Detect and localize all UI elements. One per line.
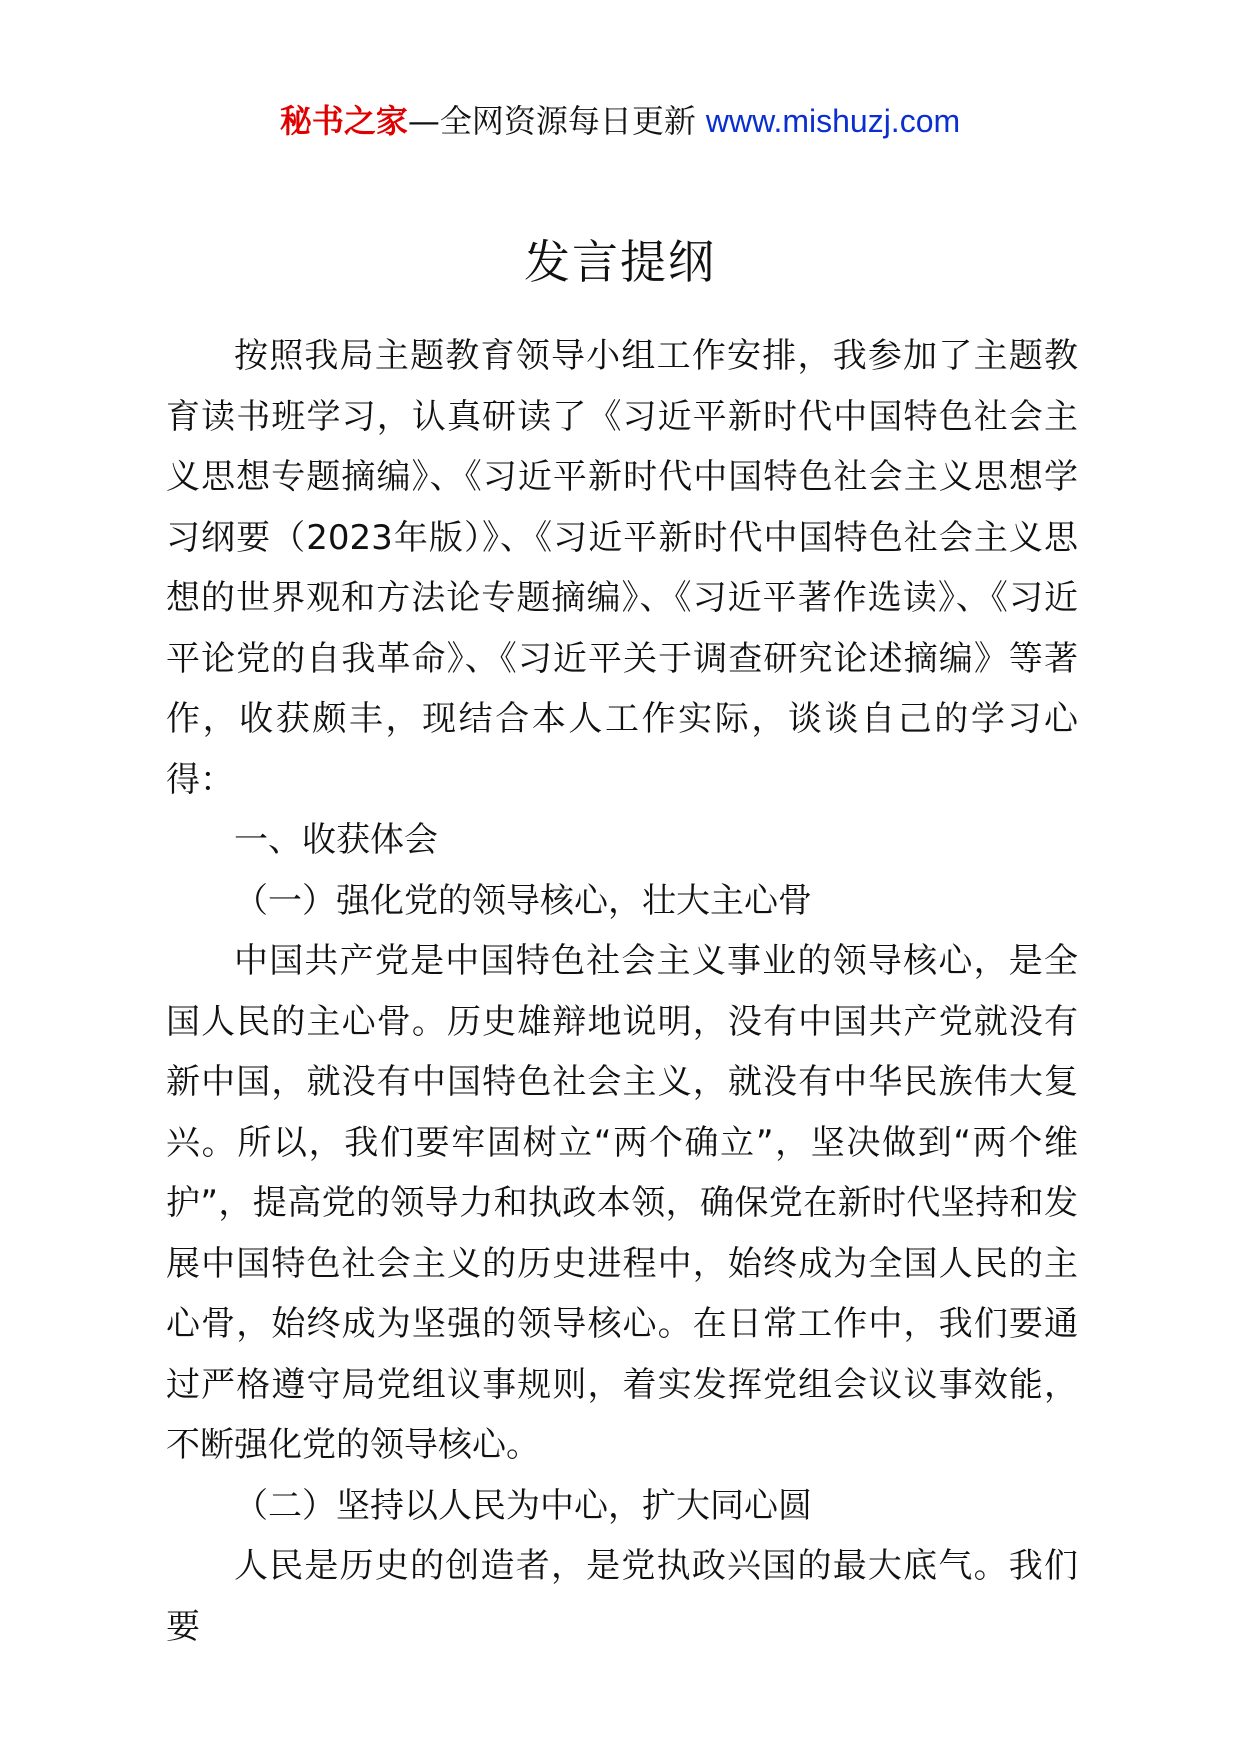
body-paragraph-1: 中国共产党是中国特色社会主义事业的领导核心，是全国人民的主心骨。历史雄辩地说明，没有中国共产党就没有新中国，就没有中国特色社会主义，就没有中华民族伟大复兴。所以，我们要牢固树立“两个确立”，坚决做到“两个维护”，提高党的领导力和执政本领，确保党在新时代坚持和发展中国特色社会主义的历史进程中，始终成为全国人民的主心骨，始终成为坚强的领导核心。在日常工作中，我们要通过严格遵守局党组议事规则，着实发挥党组会议议事效能，不断强化党的领导核心。 (166, 941, 1078, 1465)
document-body (166, 326, 1078, 1657)
site-header (0, 98, 1240, 144)
section-heading-1: 一、收获体会 (234, 820, 438, 860)
subsection-heading-2: （二）坚持以人民为中心，扩大同心圆 (234, 1485, 812, 1526)
body-paragraph-2: 人民是历史的创造者，是党执政兴国的最大底气。我们要 (166, 1546, 1078, 1647)
site-brand: 秘书之家 (279, 102, 408, 140)
document-title: 发言提纲 (524, 235, 716, 289)
intro-paragraph: 按照我局主题教育领导小组工作安排，我参加了主题教育读书班学习，认真研读了《习近平新时代中国特色社会主义思想专题摘编》、《习近平新时代中国特色社会主义思想学习纲要（2023年版）》、《习近平新时代中国特色社会主义思想的世界观和方法论专题摘编》、《习近平著作选读》、《习近平论党的自我革命》、《习近平关于调查研究论述摘编》等著作，收获颇丰，现结合本人工作实际，谈谈自己的学习心得： (166, 336, 1078, 800)
site-tagline: —全网资源每日更新 (407, 102, 696, 140)
subsection-heading-1: （一）强化党的领导核心，壮大主心骨 (234, 880, 812, 921)
site-url-link[interactable]: www.mishuzj.com (705, 103, 961, 139)
